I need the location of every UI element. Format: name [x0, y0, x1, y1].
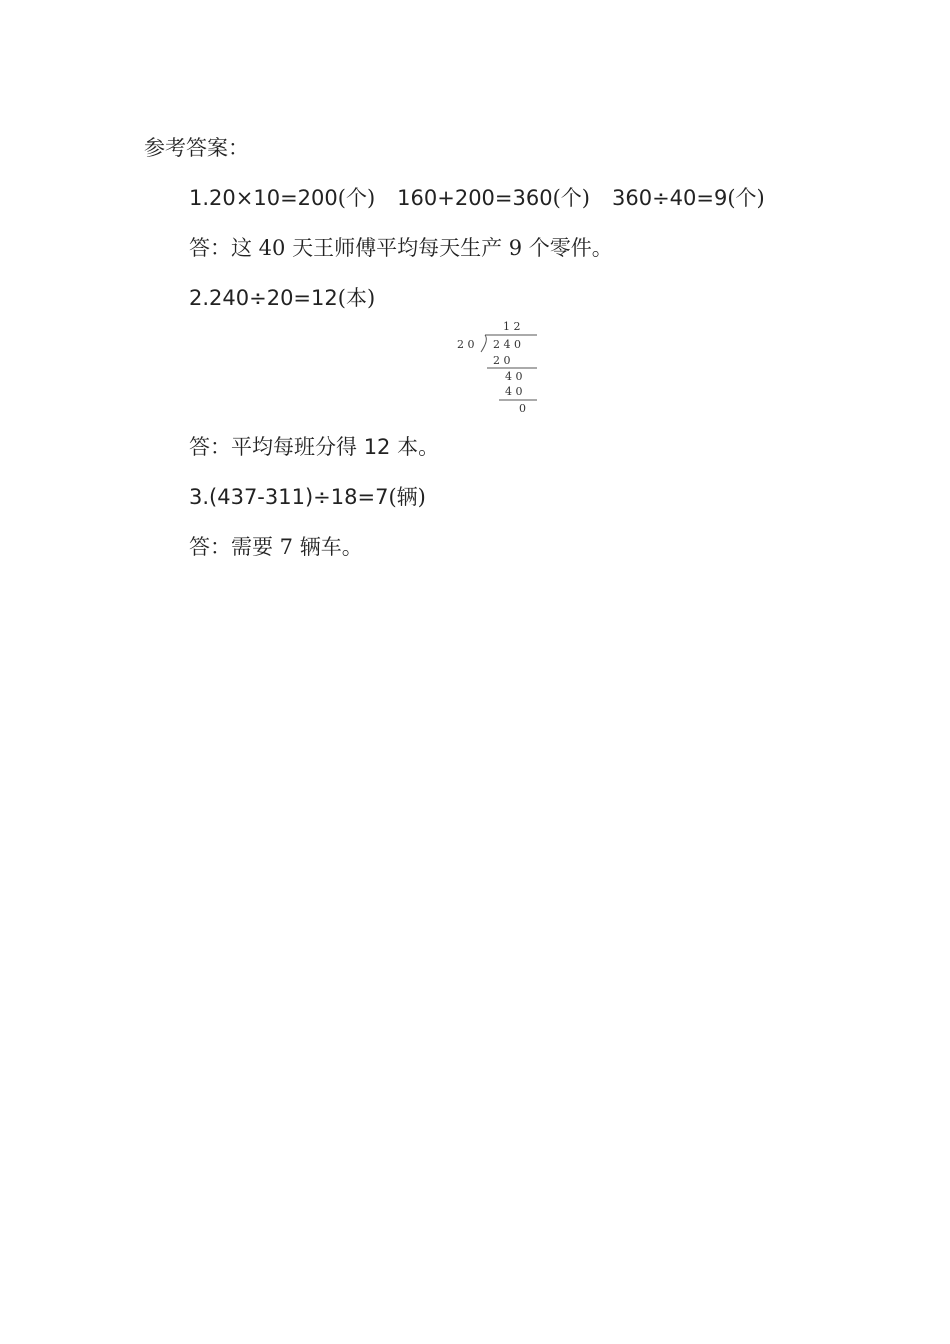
q1-answer: 答：这 40 天王师傅平均每天生产 9 个零件。: [189, 236, 613, 260]
q2-answer: [189, 437, 439, 458]
q1-expression-3: 360÷40=9: [612, 186, 728, 210]
q1-calculation: [189, 188, 765, 209]
q2-unit: (本): [337, 286, 376, 310]
division-step1-product: 2 0: [493, 354, 511, 367]
q3-unit: (辆): [388, 485, 426, 509]
division-dividend: 2 4 0: [493, 338, 521, 351]
q2-answer-suffix: 本。: [390, 435, 440, 459]
division-step1-remainder: 4 0: [505, 370, 523, 383]
division-bracket: [481, 335, 486, 352]
q1-expression-1: 1.20×10=200: [189, 186, 338, 210]
q3-calculation: [189, 487, 426, 508]
division-step2-product: 4 0: [505, 385, 523, 398]
q3-answer: 答：需要 7 辆车。: [189, 535, 363, 559]
long-division-figure: [455, 318, 545, 418]
q1-unit-1: (个): [337, 186, 376, 210]
q2-calculation: [189, 288, 375, 309]
q1-unit-2: (个): [552, 186, 590, 210]
q1-expression-2: 160+200=360: [397, 186, 553, 210]
division-quotient: 1 2: [503, 320, 521, 333]
division-divisor: 2 0: [457, 338, 475, 351]
division-step2-remainder: 0: [519, 402, 526, 415]
q3-expression: 3.(437-311)÷18=7: [189, 485, 389, 509]
answer-key-heading: 参考答案：: [144, 136, 249, 160]
q2-answer-prefix: 答：平均每班分得: [189, 435, 364, 459]
q2-answer-number: 12: [363, 435, 391, 459]
q2-expression: 2.240÷20=12: [189, 286, 338, 310]
q1-unit-3: (个): [727, 186, 765, 210]
